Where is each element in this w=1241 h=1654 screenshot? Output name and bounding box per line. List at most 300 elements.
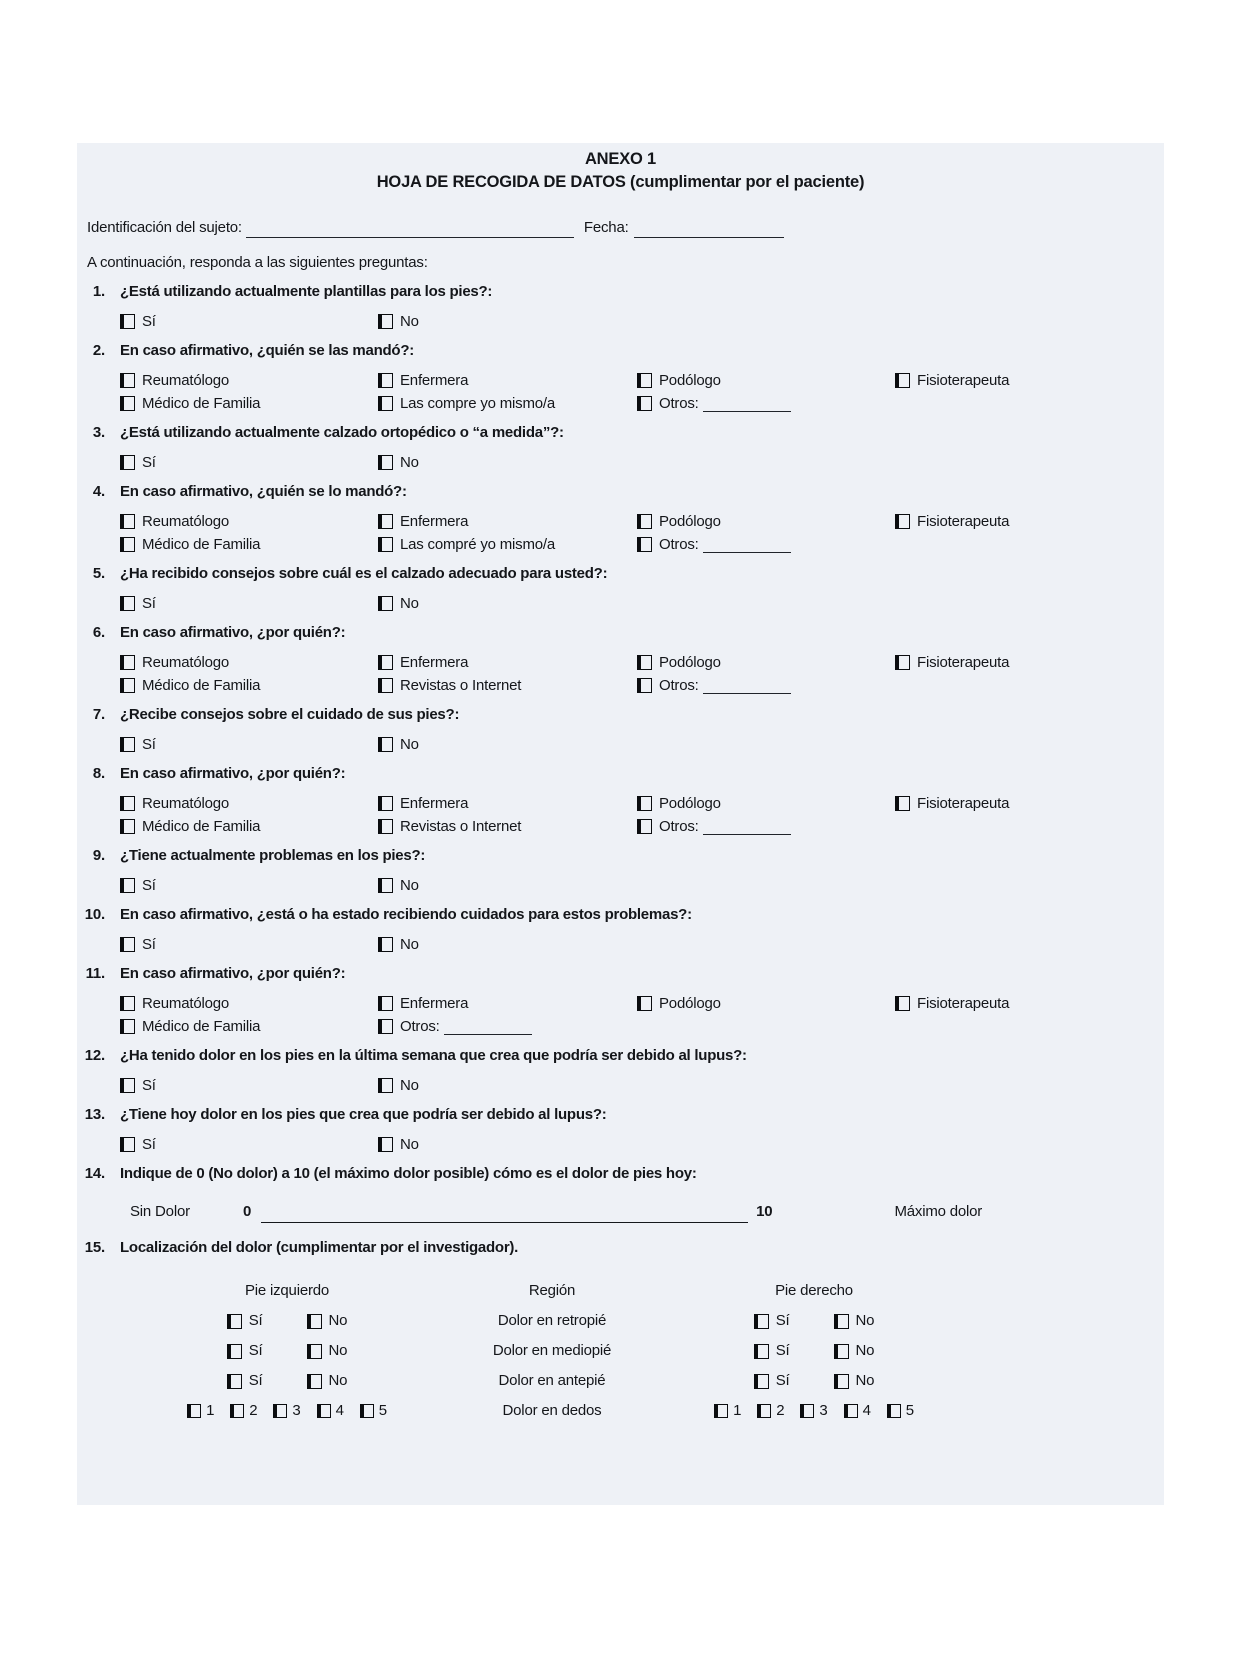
option-label: Sí bbox=[142, 736, 156, 753]
checkbox-icon bbox=[120, 655, 135, 670]
checkbox-icon bbox=[120, 996, 135, 1011]
answer-row bbox=[120, 451, 1164, 474]
q2-option-las-compre-yo[interactable] bbox=[378, 392, 637, 415]
checkbox-icon bbox=[637, 678, 652, 693]
option-label: Sí bbox=[142, 454, 156, 471]
checkbox-icon bbox=[754, 1314, 769, 1329]
checkbox-icon bbox=[187, 1404, 201, 1418]
q6-option-podologo[interactable] bbox=[637, 651, 895, 674]
q8-option-podologo[interactable] bbox=[637, 792, 895, 815]
checkbox-icon bbox=[230, 1404, 244, 1418]
right-retropie-no[interactable] bbox=[834, 1306, 875, 1336]
question-number: 10. bbox=[84, 906, 105, 923]
q6-option-enfermera[interactable] bbox=[378, 651, 637, 674]
question-number: 9. bbox=[92, 847, 105, 864]
option-label: Reumatólogo bbox=[142, 513, 230, 530]
option-label: No bbox=[400, 1136, 419, 1153]
checkbox-icon bbox=[754, 1374, 769, 1389]
q4-option-medico-de-familia[interactable] bbox=[120, 533, 378, 556]
q1-option-si[interactable] bbox=[120, 310, 378, 333]
question-text: En caso afirmativo, ¿quién se lo mandó?: bbox=[120, 483, 407, 500]
q3-option-si[interactable] bbox=[120, 451, 378, 474]
question-number: 14. bbox=[84, 1165, 105, 1182]
checkbox-icon bbox=[637, 796, 652, 811]
option-label: Médico de Familia bbox=[142, 677, 261, 694]
checkbox-icon bbox=[120, 314, 135, 329]
q7-option-no[interactable] bbox=[378, 733, 637, 756]
question-number: 4. bbox=[92, 483, 105, 500]
option-label: Sí bbox=[775, 1312, 790, 1329]
option-label: Fisioterapeuta bbox=[917, 654, 1010, 671]
right-antepie-si[interactable] bbox=[754, 1366, 790, 1396]
option-label: Enfermera bbox=[400, 995, 469, 1012]
option-label: Otros: bbox=[659, 677, 699, 694]
option-label: Reumatólogo bbox=[142, 795, 230, 812]
checkbox-icon bbox=[227, 1344, 242, 1359]
option-label: 5 bbox=[378, 1402, 387, 1419]
right-dedos-2[interactable] bbox=[757, 1396, 784, 1426]
q9-option-no[interactable] bbox=[378, 874, 637, 897]
q6-option-otros[interactable] bbox=[637, 674, 895, 697]
question-text: ¿Recibe consejos sobre el cuidado de sus pies?: bbox=[120, 706, 460, 723]
option-label: Otros: bbox=[400, 1018, 440, 1035]
subject-id-field[interactable] bbox=[246, 222, 574, 238]
right-dedos-1[interactable] bbox=[714, 1396, 741, 1426]
region-label: Dolor en antepié bbox=[498, 1372, 606, 1389]
question-number: 5. bbox=[92, 565, 105, 582]
option-label: Revistas o Internet bbox=[400, 677, 522, 694]
checkbox-icon bbox=[834, 1314, 849, 1329]
question-text: ¿Está utilizando actualmente calzado ortopédico o “a medida”?: bbox=[120, 424, 564, 441]
checkbox-icon bbox=[378, 1019, 393, 1034]
checkbox-icon bbox=[120, 678, 135, 693]
left-antepie-no[interactable] bbox=[307, 1366, 348, 1396]
q13-option-no[interactable] bbox=[378, 1133, 637, 1156]
answer-row bbox=[120, 310, 1164, 333]
question-block-15 bbox=[77, 1236, 1164, 1426]
option-label: No bbox=[855, 1312, 875, 1329]
right-dedos-5[interactable] bbox=[887, 1396, 914, 1426]
checkbox-icon bbox=[120, 1019, 135, 1034]
checkbox-icon bbox=[378, 655, 393, 670]
option-label: Fisioterapeuta bbox=[917, 513, 1010, 530]
question-number: 11. bbox=[85, 965, 105, 982]
q8-option-enfermera[interactable] bbox=[378, 792, 637, 815]
answer-row bbox=[120, 1133, 1164, 1156]
option-label: Sí bbox=[775, 1342, 790, 1359]
left-retropie-no[interactable] bbox=[307, 1306, 348, 1336]
checkbox-icon bbox=[120, 1078, 135, 1093]
checkbox-icon bbox=[378, 596, 393, 611]
question-block-5 bbox=[77, 562, 1164, 615]
checkbox-icon bbox=[895, 996, 910, 1011]
answer-row bbox=[120, 1074, 1164, 1097]
option-label: Fisioterapeuta bbox=[917, 995, 1010, 1012]
q13-option-si[interactable] bbox=[120, 1133, 378, 1156]
option-label: Otros: bbox=[659, 395, 699, 412]
question-number: 3. bbox=[92, 424, 105, 441]
q2-option-medico-de-familia[interactable] bbox=[120, 392, 378, 415]
scale-left-label: Sin Dolor bbox=[130, 1203, 190, 1220]
checkbox-icon bbox=[120, 878, 135, 893]
question-text: En caso afirmativo, ¿por quién?: bbox=[120, 624, 346, 641]
q8-option-otros[interactable] bbox=[637, 815, 895, 838]
q4-option-las-compre-yo[interactable] bbox=[378, 533, 637, 556]
q11-option-otros[interactable] bbox=[378, 1015, 637, 1038]
question-text: ¿Ha tenido dolor en los pies en la última semana que crea que podría ser debido al lupus?: bbox=[120, 1047, 747, 1064]
option-label: Sí bbox=[142, 313, 156, 330]
right-antepie-no[interactable] bbox=[834, 1366, 875, 1396]
checkbox-icon bbox=[120, 537, 135, 552]
option-label: 1 bbox=[206, 1402, 215, 1419]
question-text: ¿Tiene hoy dolor en los pies que crea que podría ser debido al lupus?: bbox=[120, 1106, 607, 1123]
option-label: Podólogo bbox=[659, 795, 721, 812]
question-block-9 bbox=[77, 844, 1164, 897]
left-antepie-si[interactable] bbox=[227, 1366, 263, 1396]
right-mediopie-si[interactable] bbox=[754, 1336, 790, 1366]
checkbox-icon bbox=[378, 878, 393, 893]
q10-option-si[interactable] bbox=[120, 933, 378, 956]
left-dedos-2[interactable] bbox=[230, 1396, 257, 1426]
q8-option-fisioterapeuta[interactable] bbox=[895, 792, 1164, 815]
question-number: 13. bbox=[84, 1106, 105, 1123]
q11-option-enfermera[interactable] bbox=[378, 992, 637, 1015]
question-block-7 bbox=[77, 703, 1164, 756]
checkbox-icon bbox=[637, 396, 652, 411]
checkbox-icon bbox=[637, 819, 652, 834]
option-label: Reumatólogo bbox=[142, 654, 230, 671]
q10-option-no[interactable] bbox=[378, 933, 637, 956]
option-label: Otros: bbox=[659, 536, 699, 553]
option-label: Podólogo bbox=[659, 995, 721, 1012]
question-block-11 bbox=[77, 962, 1164, 1038]
option-label: 1 bbox=[733, 1402, 742, 1419]
question-number: 2. bbox=[92, 342, 105, 359]
pain-scale bbox=[130, 1200, 1164, 1223]
question-block-12 bbox=[77, 1044, 1164, 1097]
left-dedos-5[interactable] bbox=[360, 1396, 387, 1426]
question-number: 12. bbox=[84, 1047, 105, 1064]
q4-option-reumatologo[interactable] bbox=[120, 510, 378, 533]
subject-id-label: Identificación del sujeto: bbox=[87, 219, 242, 236]
column-header-region: Región bbox=[528, 1282, 576, 1299]
checkbox-icon bbox=[227, 1314, 242, 1329]
checkbox-icon bbox=[637, 514, 652, 529]
option-label: No bbox=[400, 313, 419, 330]
answer-row bbox=[120, 992, 1164, 1038]
checkbox-icon bbox=[378, 537, 393, 552]
left-mediopie-si[interactable] bbox=[227, 1336, 263, 1366]
question-text: ¿Está utilizando actualmente plantillas para los pies?: bbox=[120, 283, 493, 300]
option-label: Reumatólogo bbox=[142, 372, 230, 389]
q2-option-otros[interactable] bbox=[637, 392, 895, 415]
checkbox-icon bbox=[378, 819, 393, 834]
q8-option-reumatologo[interactable] bbox=[120, 792, 378, 815]
question-number: 6. bbox=[92, 624, 105, 641]
checkbox-icon bbox=[317, 1404, 331, 1418]
option-label: Revistas o Internet bbox=[400, 818, 522, 835]
checkbox-icon bbox=[120, 819, 135, 834]
checkbox-icon bbox=[120, 373, 135, 388]
page-title: ANEXO 1 bbox=[584, 150, 657, 168]
option-label: Podólogo bbox=[659, 654, 721, 671]
option-label: No bbox=[400, 454, 419, 471]
q4-option-fisioterapeuta[interactable] bbox=[895, 510, 1164, 533]
region-label: Dolor en dedos bbox=[502, 1402, 602, 1419]
question-block-6 bbox=[77, 621, 1164, 697]
otros-field[interactable] bbox=[703, 396, 791, 412]
option-label: 2 bbox=[776, 1402, 785, 1419]
option-label: Médico de Familia bbox=[142, 395, 261, 412]
checkbox-icon bbox=[895, 514, 910, 529]
option-label: No bbox=[400, 936, 419, 953]
question-text: Indique de 0 (No dolor) a 10 (el máximo dolor posible) cómo es el dolor de pies hoy: bbox=[120, 1165, 697, 1182]
checkbox-icon bbox=[378, 373, 393, 388]
option-label: No bbox=[855, 1372, 875, 1389]
checkbox-icon bbox=[887, 1404, 901, 1418]
question-block-4 bbox=[77, 480, 1164, 556]
checkbox-icon bbox=[637, 655, 652, 670]
option-label: Enfermera bbox=[400, 513, 469, 530]
checkbox-icon bbox=[834, 1374, 849, 1389]
checkbox-icon bbox=[378, 314, 393, 329]
q2-option-reumatologo[interactable] bbox=[120, 369, 378, 392]
q12-option-no[interactable] bbox=[378, 1074, 637, 1097]
answer-row bbox=[120, 933, 1164, 956]
answer-row bbox=[120, 733, 1164, 756]
question-text: En caso afirmativo, ¿por quién?: bbox=[120, 965, 346, 982]
checkbox-icon bbox=[895, 373, 910, 388]
q6-option-fisioterapeuta[interactable] bbox=[895, 651, 1164, 674]
q2-option-podologo[interactable] bbox=[637, 369, 895, 392]
table-row-retropie bbox=[117, 1306, 1164, 1336]
question-block-14 bbox=[77, 1162, 1164, 1223]
q3-option-no[interactable] bbox=[378, 451, 637, 474]
checkbox-icon bbox=[120, 937, 135, 952]
option-label: Las compre yo mismo/a bbox=[400, 395, 556, 412]
checkbox-icon bbox=[378, 737, 393, 752]
form-subtitle: HOJA DE RECOGIDA DE DATOS (cumplimentar por el paciente) bbox=[376, 173, 865, 191]
date-field[interactable] bbox=[634, 222, 784, 238]
checkbox-icon bbox=[800, 1404, 814, 1418]
option-label: 2 bbox=[249, 1402, 258, 1419]
option-label: Enfermera bbox=[400, 795, 469, 812]
checkbox-icon bbox=[307, 1344, 322, 1359]
checkbox-icon bbox=[378, 455, 393, 470]
checkbox-icon bbox=[120, 1137, 135, 1152]
option-label: Sí bbox=[248, 1342, 263, 1359]
date-label: Fecha: bbox=[583, 219, 629, 236]
option-label: 3 bbox=[819, 1402, 828, 1419]
checkbox-icon bbox=[307, 1374, 322, 1389]
region-label: Dolor en retropié bbox=[497, 1312, 607, 1329]
q6-option-reumatologo[interactable] bbox=[120, 651, 378, 674]
option-label: 4 bbox=[862, 1402, 871, 1419]
q11-option-fisioterapeuta[interactable] bbox=[895, 992, 1164, 1015]
option-label: Médico de Familia bbox=[142, 818, 261, 835]
checkbox-icon bbox=[637, 373, 652, 388]
left-mediopie-no[interactable] bbox=[307, 1336, 348, 1366]
checkbox-icon bbox=[378, 796, 393, 811]
option-label: No bbox=[400, 595, 419, 612]
checkbox-icon bbox=[120, 396, 135, 411]
option-label: Enfermera bbox=[400, 654, 469, 671]
q4-option-podologo[interactable] bbox=[637, 510, 895, 533]
q1-option-no[interactable] bbox=[378, 310, 637, 333]
checkbox-icon bbox=[307, 1314, 322, 1329]
checkbox-icon bbox=[378, 514, 393, 529]
checkbox-icon bbox=[378, 1078, 393, 1093]
otros-field[interactable] bbox=[444, 1019, 532, 1035]
checkbox-icon bbox=[895, 796, 910, 811]
answer-row bbox=[120, 651, 1164, 697]
answer-row bbox=[120, 792, 1164, 838]
pain-location-table bbox=[117, 1276, 1164, 1426]
table-row-dedos bbox=[117, 1396, 1164, 1426]
checkbox-icon bbox=[120, 796, 135, 811]
option-label: Médico de Familia bbox=[142, 536, 261, 553]
question-number: 1. bbox=[92, 283, 105, 300]
right-mediopie-no[interactable] bbox=[834, 1336, 875, 1366]
q6-option-medico-de-familia[interactable] bbox=[120, 674, 378, 697]
option-label: 5 bbox=[905, 1402, 914, 1419]
checkbox-icon bbox=[895, 655, 910, 670]
question-block-2 bbox=[77, 339, 1164, 415]
option-label: Sí bbox=[142, 1136, 156, 1153]
intro-text: A continuación, responda a las siguientes preguntas: bbox=[87, 254, 428, 271]
option-label: Reumatólogo bbox=[142, 995, 230, 1012]
left-retropie-si[interactable] bbox=[227, 1306, 263, 1336]
question-block-8 bbox=[77, 762, 1164, 838]
question-number: 7. bbox=[92, 706, 105, 723]
question-text: En caso afirmativo, ¿por quién?: bbox=[120, 765, 346, 782]
option-label: Sí bbox=[248, 1372, 263, 1389]
q7-option-si[interactable] bbox=[120, 733, 378, 756]
otros-field[interactable] bbox=[703, 537, 791, 553]
table-row-antepie bbox=[117, 1366, 1164, 1396]
scale-min-value: 0 bbox=[243, 1203, 252, 1220]
checkbox-icon bbox=[120, 596, 135, 611]
option-label: Otros: bbox=[659, 818, 699, 835]
right-dedos-3[interactable] bbox=[800, 1396, 827, 1426]
question-text: En caso afirmativo, ¿está o ha estado recibiendo cuidados para estos problemas?: bbox=[120, 906, 692, 923]
question-text: Localización del dolor (cumplimentar por el investigador). bbox=[120, 1239, 519, 1256]
option-label: No bbox=[328, 1372, 348, 1389]
checkbox-icon bbox=[844, 1404, 858, 1418]
option-label: No bbox=[855, 1342, 875, 1359]
option-label: Sí bbox=[248, 1312, 263, 1329]
checkbox-icon bbox=[378, 678, 393, 693]
option-label: Sí bbox=[142, 936, 156, 953]
q4-option-otros[interactable] bbox=[637, 533, 895, 556]
q2-option-enfermera[interactable] bbox=[378, 369, 637, 392]
question-block-3 bbox=[77, 421, 1164, 474]
checkbox-icon bbox=[378, 937, 393, 952]
checkbox-icon bbox=[378, 1137, 393, 1152]
option-label: Fisioterapeuta bbox=[917, 372, 1010, 389]
answer-row bbox=[120, 369, 1164, 415]
question-text: En caso afirmativo, ¿quién se las mandó?: bbox=[120, 342, 414, 359]
q5-option-si[interactable] bbox=[120, 592, 378, 615]
q4-option-enfermera[interactable] bbox=[378, 510, 637, 533]
checkbox-icon bbox=[637, 996, 652, 1011]
question-number: 15. bbox=[84, 1239, 105, 1256]
region-label: Dolor en mediopié bbox=[492, 1342, 612, 1359]
checkbox-icon bbox=[120, 455, 135, 470]
otros-field[interactable] bbox=[703, 678, 791, 694]
identification-line bbox=[87, 218, 1164, 238]
q5-option-no[interactable] bbox=[378, 592, 637, 615]
left-dedos-1[interactable] bbox=[187, 1396, 214, 1426]
checkbox-icon bbox=[378, 396, 393, 411]
option-label: 3 bbox=[292, 1402, 301, 1419]
option-label: Sí bbox=[142, 877, 156, 894]
q11-option-podologo[interactable] bbox=[637, 992, 895, 1015]
option-label: Sí bbox=[775, 1372, 790, 1389]
checkbox-icon bbox=[273, 1404, 287, 1418]
scale-right-label: Máximo dolor bbox=[894, 1203, 983, 1220]
column-header-left-foot: Pie izquierdo bbox=[244, 1282, 330, 1299]
question-text: ¿Ha recibido consejos sobre cuál es el calzado adecuado para usted?: bbox=[120, 565, 608, 582]
option-label: No bbox=[400, 736, 419, 753]
option-label: No bbox=[400, 1077, 419, 1094]
question-block-1 bbox=[77, 280, 1164, 333]
option-label: Podólogo bbox=[659, 372, 721, 389]
table-row-mediopie bbox=[117, 1336, 1164, 1366]
q6-option-revistas-internet[interactable] bbox=[378, 674, 637, 697]
question-block-13 bbox=[77, 1103, 1164, 1156]
option-label: Enfermera bbox=[400, 372, 469, 389]
checkbox-icon bbox=[120, 514, 135, 529]
option-label: Médico de Familia bbox=[142, 1018, 261, 1035]
q9-option-si[interactable] bbox=[120, 874, 378, 897]
option-label: Sí bbox=[142, 595, 156, 612]
checkbox-icon bbox=[754, 1344, 769, 1359]
option-label: No bbox=[328, 1342, 348, 1359]
answer-row bbox=[120, 874, 1164, 897]
question-number: 8. bbox=[92, 765, 105, 782]
otros-field[interactable] bbox=[703, 819, 791, 835]
answer-row bbox=[120, 510, 1164, 556]
column-header-right-foot: Pie derecho bbox=[775, 1282, 853, 1299]
pain-scale-line[interactable] bbox=[261, 1206, 748, 1223]
option-label: Podólogo bbox=[659, 513, 721, 530]
form-sheet bbox=[77, 143, 1164, 1505]
right-retropie-si[interactable] bbox=[754, 1306, 790, 1336]
question-text: ¿Tiene actualmente problemas en los pies?: bbox=[120, 847, 426, 864]
q2-option-fisioterapeuta[interactable] bbox=[895, 369, 1164, 392]
q12-option-si[interactable] bbox=[120, 1074, 378, 1097]
q8-option-revistas-internet[interactable] bbox=[378, 815, 637, 838]
question-block-10 bbox=[77, 903, 1164, 956]
checkbox-icon bbox=[637, 537, 652, 552]
option-label: Las compré yo mismo/a bbox=[400, 536, 556, 553]
option-label: Sí bbox=[142, 1077, 156, 1094]
scale-max-value: 10 bbox=[756, 1203, 773, 1220]
checkbox-icon bbox=[378, 996, 393, 1011]
table-header-row bbox=[117, 1276, 1164, 1306]
checkbox-icon bbox=[714, 1404, 728, 1418]
checkbox-icon bbox=[227, 1374, 242, 1389]
right-dedos-4[interactable] bbox=[844, 1396, 871, 1426]
q11-option-medico-de-familia[interactable] bbox=[120, 1015, 378, 1038]
option-label: No bbox=[400, 877, 419, 894]
left-dedos-4[interactable] bbox=[317, 1396, 344, 1426]
q11-option-reumatologo[interactable] bbox=[120, 992, 378, 1015]
left-dedos-3[interactable] bbox=[273, 1396, 300, 1426]
q8-option-medico-de-familia[interactable] bbox=[120, 815, 378, 838]
checkbox-icon bbox=[834, 1344, 849, 1359]
